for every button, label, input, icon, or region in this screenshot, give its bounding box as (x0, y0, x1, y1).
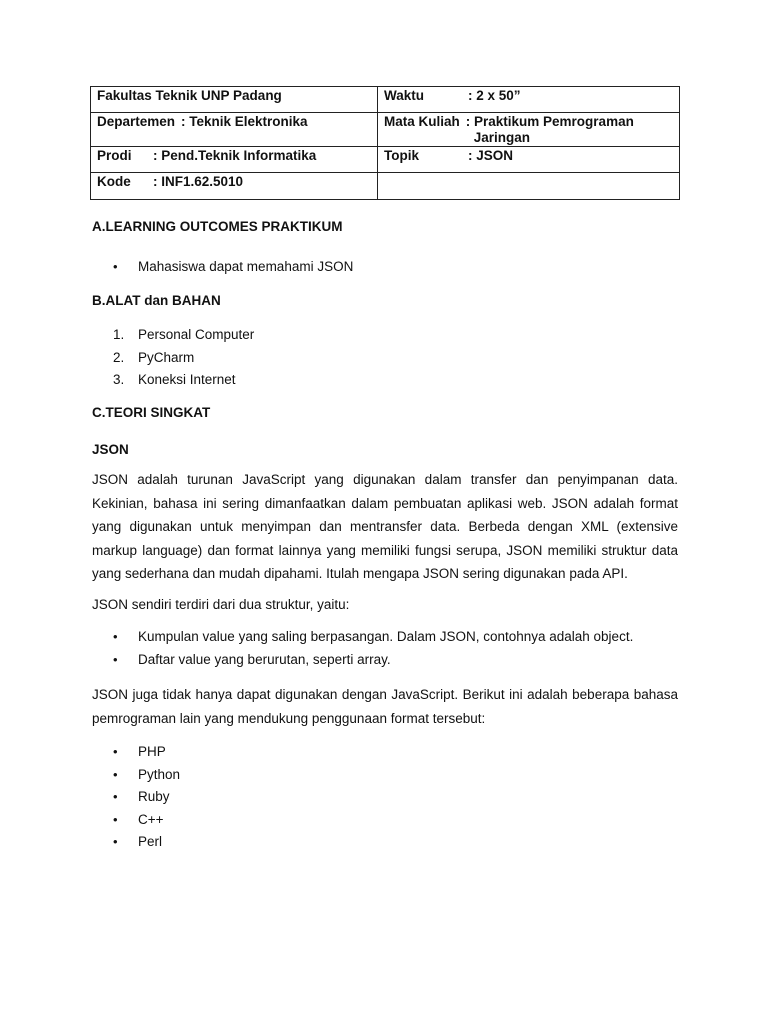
cell-kode (91, 173, 378, 200)
matakuliah-value-line1: : Praktikum Pemrograman (465, 114, 634, 129)
json-subtitle: JSON (92, 442, 129, 457)
matakuliah-value-line2: Jaringan (473, 130, 531, 145)
item-number: 3. (113, 372, 125, 387)
languages-list (92, 741, 180, 854)
section-b-title: B.ALAT dan BAHAN (92, 293, 221, 308)
cell-fakultas (91, 87, 378, 113)
json-structure-list (92, 626, 633, 671)
cell-empty (378, 173, 680, 200)
cell-prodi (91, 147, 378, 173)
matakuliah-value (466, 114, 634, 146)
item-number: 1. (113, 327, 125, 342)
json-languages-intro: JSON juga tidak hanya dapat digunakan dengan JavaScript. Berikut ini adalah beberapa bahasa pemrograman lain yang mendukung penggunaan format tersebut: (92, 687, 678, 726)
json-definition-paragraph: JSON adalah turunan JavaScript yang digunakan dalam transfer dan penyimpanan data. Kekinian, bahasa ini sering dimanfaatkan dalam pembuatan aplikasi web. JSON adalah format yang digunakan untuk menyimpan dan mentransfer data. Berbeda dengan XML (extensive markup language) dan format lainnya yang memiliki fungsi serupa, JSON memiliki struktur data yang sederhana dan mudah dipahami. Itulah mengapa JSON sering digunakan pada API. (92, 472, 678, 581)
list-item: • Ruby (92, 786, 180, 809)
cell-matakuliah (378, 113, 680, 147)
waktu-value: : 2 x 50” (468, 88, 521, 103)
json-structure-intro: JSON sendiri terdiri dari dua struktur, yaitu: (92, 597, 350, 612)
prodi-value: : Pend.Teknik Informatika (153, 148, 317, 163)
kode-value: : INF1.62.5010 (153, 174, 244, 189)
matakuliah-label: Mata Kuliah (384, 114, 460, 129)
course-info-table (90, 86, 680, 200)
prodi-label: Prodi (97, 148, 132, 163)
item-text: PyCharm (138, 349, 195, 365)
waktu-label: Waktu (384, 88, 424, 103)
item-text: Koneksi Internet (138, 372, 236, 387)
cell-departemen (91, 113, 378, 147)
list-item (92, 324, 254, 347)
item-number: 2. (113, 349, 125, 365)
list-item: • Python (92, 764, 180, 787)
list-item: • C++ (92, 809, 180, 832)
list-item: • PHP (92, 741, 180, 764)
fakultas-text: Fakultas Teknik UNP Padang (97, 88, 282, 103)
list-item (92, 347, 254, 370)
topik-value: : JSON (468, 148, 514, 163)
section-c-title: C.TEORI SINGKAT (92, 405, 211, 420)
section-a-title: A.LEARNING OUTCOMES PRAKTIKUM (92, 219, 343, 234)
item-text: Personal Computer (138, 327, 255, 342)
cell-topik (378, 147, 680, 173)
list-item (92, 369, 254, 392)
list-item: • Daftar value yang berurutan, seperti array. (92, 649, 633, 672)
cell-waktu (378, 87, 680, 113)
topik-label: Topik (384, 148, 419, 163)
kode-label: Kode (97, 174, 131, 189)
learning-outcomes-list (92, 256, 353, 279)
list-item: • Kumpulan value yang saling berpasangan. Dalam JSON, contohnya adalah object. (92, 626, 633, 649)
departemen-value: : Teknik Elektronika (181, 114, 308, 129)
tools-list (92, 324, 254, 392)
departemen-label: Departemen (97, 114, 176, 129)
list-item: • Perl (92, 831, 180, 854)
list-item: • Mahasiswa dapat memahami JSON (92, 256, 353, 279)
